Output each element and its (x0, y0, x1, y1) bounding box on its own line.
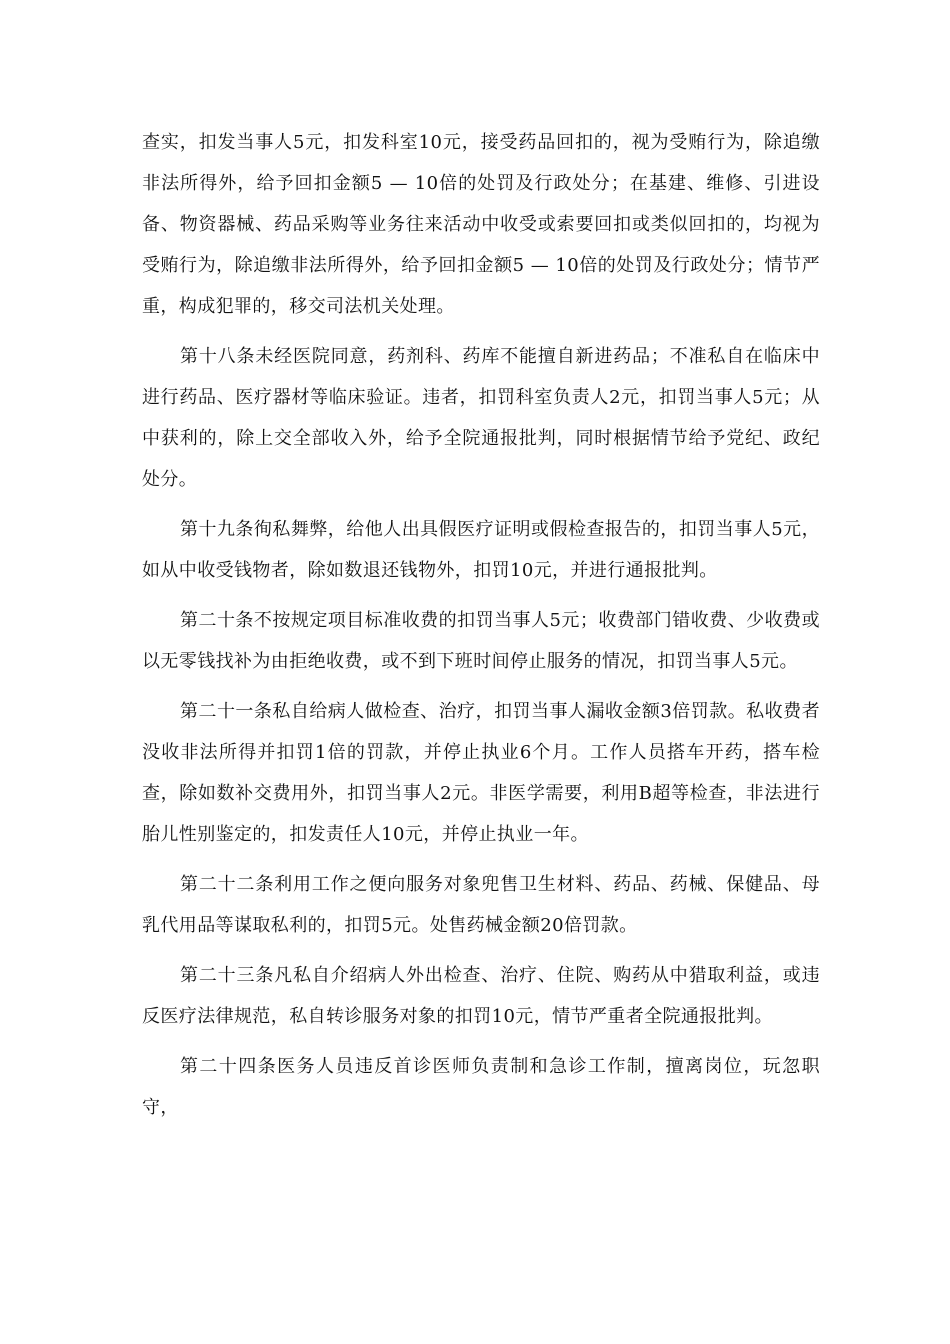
article-19-paragraph: 第十九条徇私舞弊，给他人出具假医疗证明或假检查报告的，扣罚当事人5元，如从中收受钱物者，除如数退还钱物外，扣罚10元，并进行通报批判。 (142, 519, 820, 581)
article-20-paragraph: 第二十条不按规定项目标准收费的扣罚当事人5元；收费部门错收费、少收费或以无零钱找补为由拒绝收费，或不到下班时间停止服务的情况，扣罚当事人5元。 (142, 610, 820, 672)
document-body (142, 122, 820, 1137)
article-24-paragraph: 第二十四条医务人员违反首诊医师负责制和急诊工作制，擅离岗位，玩忽职守， (142, 1056, 820, 1118)
paragraph-continuation: 查实，扣发当事人5元，扣发科室10元，接受药品回扣的，视为受贿行为，除追缴非法所得外，给予回扣金额5 — 10倍的处罚及行政处分；在基建、维修、引进设备、物资器械、药品采购等业务往来活动中收受或索要回扣或类似回扣的，均视为受贿行为，除追缴非法所得外，给予回扣金额5 — 10倍的处罚及行政处分；情节严重，构成犯罪的，移交司法机关处理。 (142, 132, 820, 317)
article-22-paragraph: 第二十二条利用工作之便向服务对象兜售卫生材料、药品、药械、保健品、母乳代用品等谋取私利的，扣罚5元。处售药械金额20倍罚款。 (142, 874, 820, 936)
article-18-paragraph: 第十八条未经医院同意，药剂科、药库不能擅自新进药品；不准私自在临床中进行药品、医疗器材等临床验证。违者，扣罚科室负责人2元，扣罚当事人5元；从中获利的，除上交全部收入外，给予全院通报批判，同时根据情节给予党纪、政纪处分。 (142, 346, 820, 490)
article-21-paragraph: 第二十一条私自给病人做检查、治疗，扣罚当事人漏收金额3倍罚款。私收费者没收非法所得并扣罚1倍的罚款，并停止执业6个月。工作人员搭车开药，搭车检查，除如数补交费用外，扣罚当事人2元。非医学需要，利用B超等检查，非法进行胎儿性别鉴定的，扣发责任人10元，并停止执业一年。 (142, 701, 820, 845)
article-23-paragraph: 第二十三条凡私自介绍病人外出检查、治疗、住院、购药从中猎取利益，或违反医疗法律规范，私自转诊服务对象的扣罚10元，情节严重者全院通报批判。 (142, 965, 820, 1027)
